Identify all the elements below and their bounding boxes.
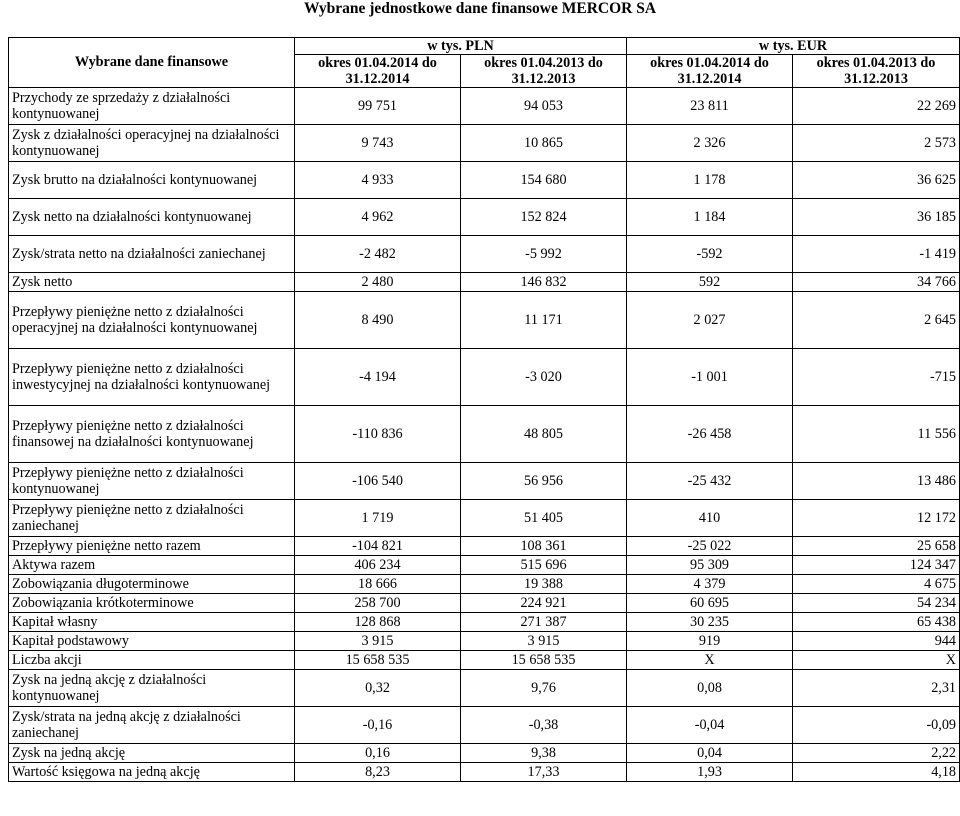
value-cell: 65 438 xyxy=(793,613,960,632)
value-cell: 60 695 xyxy=(627,594,793,613)
table-row xyxy=(9,88,960,125)
row-label: Zobowiązania krótkoterminowe xyxy=(9,594,295,613)
value-cell: 146 832 xyxy=(461,273,627,292)
table-row xyxy=(9,199,960,236)
value-cell: 154 680 xyxy=(461,162,627,199)
value-cell: 4,18 xyxy=(793,763,960,782)
value-cell: 95 309 xyxy=(627,556,793,575)
value-cell: 0,16 xyxy=(295,744,461,763)
value-cell: -1 001 xyxy=(627,349,793,406)
value-cell: 224 921 xyxy=(461,594,627,613)
value-cell: -3 020 xyxy=(461,349,627,406)
row-label: Zysk netto xyxy=(9,273,295,292)
table-row xyxy=(9,613,960,632)
value-cell: 56 956 xyxy=(461,463,627,500)
value-cell: 108 361 xyxy=(461,537,627,556)
row-label: Zysk na jedną akcję z działalności kontynuowanej xyxy=(9,670,295,707)
value-cell: 17,33 xyxy=(461,763,627,782)
row-label: Przepływy pieniężne netto razem xyxy=(9,537,295,556)
value-cell: -25 432 xyxy=(627,463,793,500)
value-cell: 51 405 xyxy=(461,500,627,537)
value-cell: 22 269 xyxy=(793,88,960,125)
value-cell: 258 700 xyxy=(295,594,461,613)
row-label: Zysk z działalności operacyjnej na działalności kontynuowanej xyxy=(9,125,295,162)
value-cell: 9,76 xyxy=(461,670,627,707)
value-cell: 4 379 xyxy=(627,575,793,594)
table-row xyxy=(9,763,960,782)
value-cell: 2,22 xyxy=(793,744,960,763)
value-cell: 19 388 xyxy=(461,575,627,594)
value-cell: -5 992 xyxy=(461,236,627,273)
row-label: Przepływy pieniężne netto z działalności zaniechanej xyxy=(9,500,295,537)
row-label: Przychody ze sprzedaży z działalności kontynuowanej xyxy=(9,88,295,125)
row-label: Zysk/strata netto na działalności zaniechanej xyxy=(9,236,295,273)
row-label: Przepływy pieniężne netto z działalności finansowej na działalności kontynuowanej xyxy=(9,406,295,463)
label-column-header: Wybrane dane finansowe xyxy=(9,38,295,88)
value-cell: -106 540 xyxy=(295,463,461,500)
period-header: okres 01.04.2013 do 31.12.2013 xyxy=(461,55,627,88)
table-row xyxy=(9,162,960,199)
financial-data-table xyxy=(8,37,960,782)
value-cell: -592 xyxy=(627,236,793,273)
table-row xyxy=(9,670,960,707)
value-cell: 15 658 535 xyxy=(295,651,461,670)
table-row xyxy=(9,463,960,500)
row-label: Zysk na jedną akcję xyxy=(9,744,295,763)
value-cell: 10 865 xyxy=(461,125,627,162)
row-label: Zysk/strata na jedną akcję z działalności zaniechanej xyxy=(9,707,295,744)
table-row xyxy=(9,292,960,349)
value-cell: 1 719 xyxy=(295,500,461,537)
value-cell: 3 915 xyxy=(461,632,627,651)
period-header: okres 01.04.2014 do 31.12.2014 xyxy=(627,55,793,88)
value-cell: -0,09 xyxy=(793,707,960,744)
row-label: Przepływy pieniężne netto z działalności kontynuowanej xyxy=(9,463,295,500)
value-cell: -0,04 xyxy=(627,707,793,744)
value-cell: 36 625 xyxy=(793,162,960,199)
row-label: Zysk netto na działalności kontynuowanej xyxy=(9,199,295,236)
value-cell: 25 658 xyxy=(793,537,960,556)
value-cell: 128 868 xyxy=(295,613,461,632)
table-row xyxy=(9,651,960,670)
value-cell: 2 645 xyxy=(793,292,960,349)
table-row xyxy=(9,537,960,556)
row-label: Wartość księgowa na jedną akcję xyxy=(9,763,295,782)
value-cell: 152 824 xyxy=(461,199,627,236)
value-cell: 94 053 xyxy=(461,88,627,125)
row-label: Zobowiązania długoterminowe xyxy=(9,575,295,594)
page-title: Wybrane jednostkowe dane finansowe MERCOR SA xyxy=(303,0,657,17)
table-row xyxy=(9,349,960,406)
value-cell: 4 933 xyxy=(295,162,461,199)
row-label: Przepływy pieniężne netto z działalności operacyjnej na działalności kontynuowanej xyxy=(9,292,295,349)
row-label: Aktywa razem xyxy=(9,556,295,575)
value-cell: 8 490 xyxy=(295,292,461,349)
value-cell: 34 766 xyxy=(793,273,960,292)
table-row xyxy=(9,125,960,162)
table-row xyxy=(9,575,960,594)
value-cell: 11 171 xyxy=(461,292,627,349)
value-cell: 2 480 xyxy=(295,273,461,292)
table-row xyxy=(9,632,960,651)
value-cell: 30 235 xyxy=(627,613,793,632)
table-row xyxy=(9,744,960,763)
value-cell: 54 234 xyxy=(793,594,960,613)
value-cell: 8,23 xyxy=(295,763,461,782)
currency-group-eur: w tys. EUR xyxy=(627,38,960,55)
table-row xyxy=(9,556,960,575)
value-cell: 12 172 xyxy=(793,500,960,537)
value-cell: -110 836 xyxy=(295,406,461,463)
table-row xyxy=(9,406,960,463)
value-cell: 2,31 xyxy=(793,670,960,707)
value-cell: 15 658 535 xyxy=(461,651,627,670)
value-cell: 23 811 xyxy=(627,88,793,125)
row-label: Kapitał własny xyxy=(9,613,295,632)
value-cell: 9,38 xyxy=(461,744,627,763)
value-cell: 1 184 xyxy=(627,199,793,236)
row-label: Liczba akcji xyxy=(9,651,295,670)
value-cell: 13 486 xyxy=(793,463,960,500)
value-cell: -0,38 xyxy=(461,707,627,744)
value-cell: 9 743 xyxy=(295,125,461,162)
value-cell: 4 675 xyxy=(793,575,960,594)
period-header: okres 01.04.2013 do 31.12.2013 xyxy=(793,55,960,88)
currency-group-pln: w tys. PLN xyxy=(295,38,627,55)
value-cell: -104 821 xyxy=(295,537,461,556)
value-cell: 944 xyxy=(793,632,960,651)
value-cell: -1 419 xyxy=(793,236,960,273)
value-cell: X xyxy=(627,651,793,670)
value-cell: -2 482 xyxy=(295,236,461,273)
value-cell: 48 805 xyxy=(461,406,627,463)
value-cell: 2 027 xyxy=(627,292,793,349)
value-cell: 0,04 xyxy=(627,744,793,763)
period-header: okres 01.04.2014 do 31.12.2014 xyxy=(295,55,461,88)
value-cell: -26 458 xyxy=(627,406,793,463)
value-cell: 1,93 xyxy=(627,763,793,782)
value-cell: 515 696 xyxy=(461,556,627,575)
value-cell: 11 556 xyxy=(793,406,960,463)
table-row xyxy=(9,236,960,273)
value-cell: 2 573 xyxy=(793,125,960,162)
value-cell: -715 xyxy=(793,349,960,406)
table-row xyxy=(9,594,960,613)
value-cell: X xyxy=(793,651,960,670)
value-cell: 0,08 xyxy=(627,670,793,707)
table-body xyxy=(9,88,960,782)
value-cell: 1 178 xyxy=(627,162,793,199)
value-cell: 2 326 xyxy=(627,125,793,162)
value-cell: 18 666 xyxy=(295,575,461,594)
value-cell: -4 194 xyxy=(295,349,461,406)
value-cell: 0,32 xyxy=(295,670,461,707)
row-label: Kapitał podstawowy xyxy=(9,632,295,651)
value-cell: -0,16 xyxy=(295,707,461,744)
value-cell: 36 185 xyxy=(793,199,960,236)
value-cell: 124 347 xyxy=(793,556,960,575)
value-cell: 406 234 xyxy=(295,556,461,575)
value-cell: 4 962 xyxy=(295,199,461,236)
value-cell: 99 751 xyxy=(295,88,461,125)
table-row xyxy=(9,500,960,537)
value-cell: 410 xyxy=(627,500,793,537)
value-cell: -25 022 xyxy=(627,537,793,556)
value-cell: 3 915 xyxy=(295,632,461,651)
value-cell: 592 xyxy=(627,273,793,292)
value-cell: 919 xyxy=(627,632,793,651)
table-row xyxy=(9,273,960,292)
value-cell: 271 387 xyxy=(461,613,627,632)
table-row xyxy=(9,707,960,744)
row-label: Zysk brutto na działalności kontynuowanej xyxy=(9,162,295,199)
row-label: Przepływy pieniężne netto z działalności inwestycyjnej na działalności kontynuowanej xyxy=(9,349,295,406)
